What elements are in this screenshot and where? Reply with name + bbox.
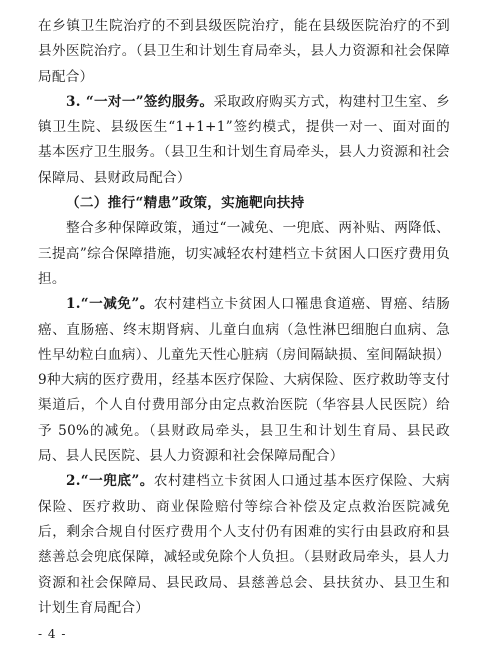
paragraph-1-text: 在乡镇卫生院治疗的不到县级医院治疗，能在县级医院治疗的不到县外医院治疗。（县卫生和计划生育局牵头，县人力资源和社会保障局配合） xyxy=(38,18,450,85)
paragraph-5-text: 农村建档立卡贫困人口通过基本医疗保险、大病保险、医疗救助、商业保险赔付等综合补偿及定点救治医院减免后，剩余合规自付医疗费用个人支付仍有困难的实行由县政府和县慈善总会兜底保障，减轻或免除个人负担。（县财政局牵头，县人力资源和社会保障局、县民政局、县慈善总会、县扶贫办、县卫生和计划生育局配合） xyxy=(38,473,450,616)
page-number: - 4 - xyxy=(38,627,67,641)
paragraph-1 xyxy=(38,14,450,90)
section-heading xyxy=(38,191,450,216)
paragraph-4-heading: 1.“一减免”。 xyxy=(66,296,154,313)
paragraph-2 xyxy=(38,90,450,191)
paragraph-4-text: 农村建档立卡贫困人口罹患食道癌、胃癌、结肠癌、直肠癌、终末期肾病、儿童白血病（急性淋巴细胞白血病、急性早幼粒白血病）、儿童先天性心脏病（房间隔缺损、室间隔缺损）9种大病的医疗费用，经基本医疗保险、大病保险、医疗救助等支付渠道后，个人自付费用部分由定点救治医院（华容县人民医院）给予 50%的减免。（县财政局牵头，县卫生和计划生育局、县民政局、县人民医院、县人力资源和社会保障局配合） xyxy=(38,296,450,465)
section-heading-text: （二）推行“精患”政策，实施靶向扶持 xyxy=(66,195,305,212)
paragraph-5 xyxy=(38,469,450,621)
paragraph-2-text: 采取政府购买方式，构建村卫生室、乡镇卫生院、县级医生“1+1+1”签约模式，提供一对一、面对面的基本医疗卫生服务。（县卫生和计划生育局牵头，县人力资源和社会保障局、县财政局配合） xyxy=(38,93,450,186)
paragraph-5-heading: 2.“一兜底”。 xyxy=(66,473,154,490)
document-body xyxy=(38,14,450,621)
paragraph-2-heading: 3. “一对一”签约服务。 xyxy=(66,93,214,110)
paragraph-4 xyxy=(38,292,450,469)
paragraph-3-text: 整合多种保障政策，通过“一减免、一兜底、两补贴、两降低、三提高”综合保障措施，切实减轻农村建档立卡贫困人口医疗费用负担。 xyxy=(38,220,450,287)
paragraph-3 xyxy=(38,216,450,292)
